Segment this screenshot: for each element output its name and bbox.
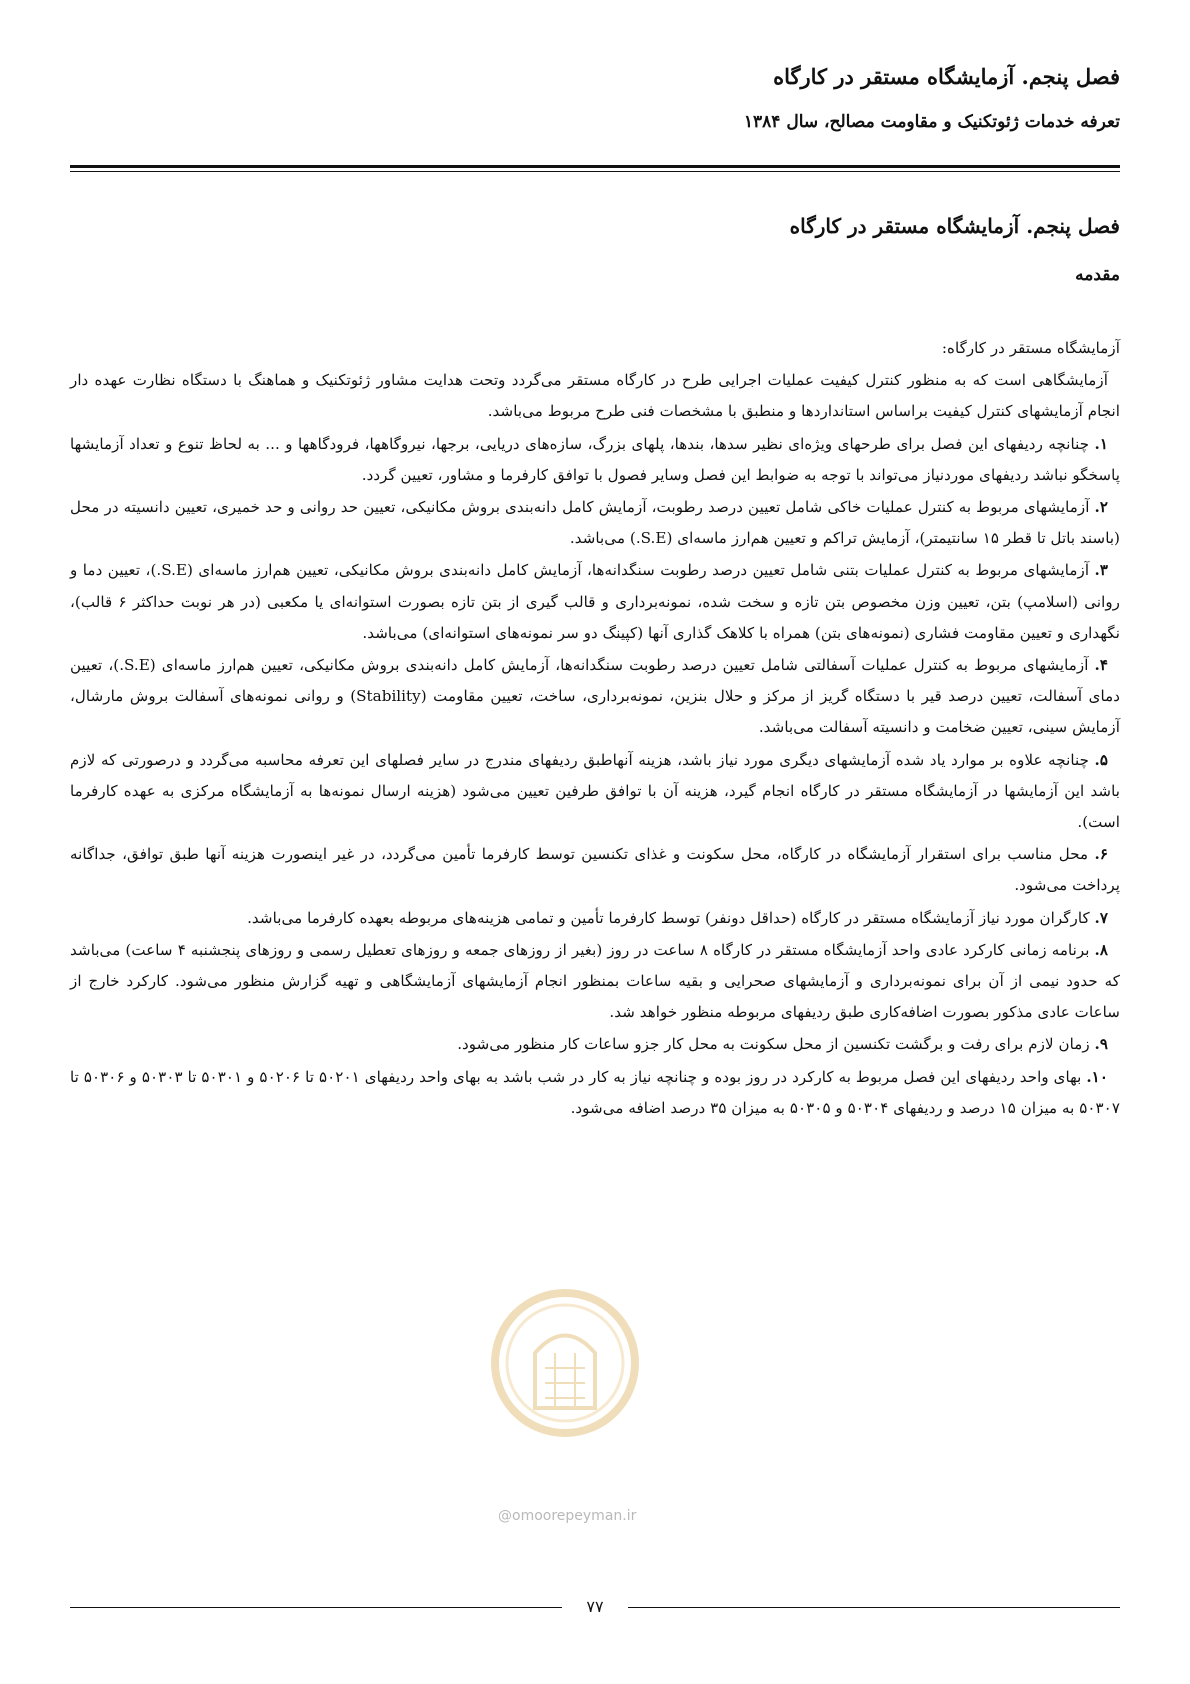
item-text: چنانچه علاوه بر موارد یاد شده آزمایشهای دیگری مورد نیاز باشد، هزینه آنهاطبق ردیفهای مندرج در سایر فصلهای این تعرفه محاسبه می‌گردد و درصورتی که لازم باشد این آزمایشها در آزمایشگاه مستقر در کارگاه انجام گیرد، هزینه آن با توافق طرفین تعیین می‌شود (هزینه ارسال نمونه‌ها به آزمایشگاه مرکزی به عهده کارفرما است). [70, 750, 1120, 832]
item-number: ۱. [1094, 434, 1109, 453]
running-header-title: فصل پنجم. آزمایشگاه مستقر در کارگاه [773, 64, 1120, 89]
document-page [70, 0, 1120, 1684]
lead-label: آزمایشگاه مستقر در کارگاه: [941, 339, 1120, 357]
running-header-subtitle: تعرفه خدمات ژئوتکنیک و مقاومت مصالح، سال ۱۳۸۴ [743, 112, 1120, 132]
item-text: آزمایشهای مربوط به کنترل عملیات خاکی شامل تعیین درصد رطوبت، آزمایش کامل دانه‌بندی بروش مکانیکی، تعیین حد روانی و حد خمیری، تعیین دانسیته در محل (باسند باتل تا قطر ۱۵ سانتیمتر)، آزمایش تراکم و تعیین هم‌ارز ماسه‌ای (S.E.) می‌باشد. [70, 498, 1120, 548]
item-number: ۳. [1094, 561, 1109, 580]
footer-rule-left [70, 1607, 562, 1608]
watermark-url: @omoorepeyman.ir [498, 1508, 637, 1524]
item-text: محل مناسب برای استقرار آزمایشگاه در کارگاه، محل سکونت و غذای تکنسین توسط کارفرما تأمین می‌گردد، در غیر اینصورت هزینه آنها طبق توافق، جداگانه پرداخت می‌شود. [70, 845, 1120, 895]
item-number: ۴. [1094, 656, 1108, 675]
item-number: ۶. [1094, 845, 1109, 864]
item-number: ۹. [1094, 1035, 1108, 1054]
list-item [70, 1062, 1120, 1124]
list-item [70, 935, 1120, 1029]
list-item [70, 429, 1120, 491]
item-number: ۷. [1094, 908, 1108, 927]
list-item [70, 1029, 1120, 1060]
list-item [70, 839, 1120, 901]
header-double-rule [70, 165, 1120, 172]
item-number: ۲. [1094, 498, 1108, 517]
item-number: ۵. [1094, 750, 1108, 769]
list-item [70, 555, 1120, 649]
item-text: آزمایشهای مربوط به کنترل عملیات آسفالتی شامل تعیین درصد رطوبت سنگدانه‌ها، آزمایش کامل دانه‌بندی بروش مکانیکی، تعیین هم‌ارز ماسه‌ای (S.E.)، تعیین دمای آسفالت، تعیین درصد قیر با دستگاه گریز از مرکز و حلال بنزین، نمونه‌برداری، ساخت، تعیین مقاومت (Stability) و روانی نمونه‌های آسفالت بروش مارشال، آزمایش سینی، تعیین ضخامت و دانسیته آسفالت می‌باشد. [70, 656, 1120, 737]
item-number: ۸. [1094, 940, 1108, 959]
intro-heading: مقدمه [1075, 265, 1120, 285]
item-text: بهای واحد ردیفهای این فصل مربوط به کارکرد در روز بوده و چنانچه نیاز به کار در شب باشد به بهای واحد ردیفهای ۵۰۲۰۱ تا ۵۰۲۰۶ و ۵۰۳۰۱ تا ۵۰۳۰۳ و ۵۰۳۰۶ تا ۵۰۳۰۷ به میزان ۱۵ درصد و ردیفهای ۵۰۳۰۴ و ۵۰۳۰۵ به میزان ۳۵ درصد اضافه می‌شود. [70, 1067, 1120, 1117]
item-text: زمان لازم برای رفت و برگشت تکنسین از محل سکونت به محل کار جزو ساعات کار منظور می‌شود. [457, 1035, 1090, 1054]
item-text: آزمایشهای مربوط به کنترل عملیات بتنی شامل تعیین درصد رطوبت سنگدانه‌ها، آزمایش کامل دانه‌بندی بروش مکانیکی، تعیین هم‌ارز ماسه‌ای (S.E.)، تعیین دما و روانی (اسلامپ) بتن، تعیین وزن مخصوص بتن تازه و سخت شده، نمونه‌برداری و قالب گیری از بتن تازه بصورت استوانه‌ای یا مکعبی (در هر نوبت حداکثر ۶ قالب)، نگهداری و تعیین مقاومت فشاری (نمونه‌های بتن) همراه با کلاهک گذاری آنها (کپینگ دو سر نمونه‌های استوانه‌ای) می‌باشد. [70, 561, 1120, 642]
list-item [70, 650, 1120, 744]
item-text: چنانچه ردیفهای این فصل برای طرحهای ویژه‌ای نظیر سدها، بندها، پلهای بزرگ، سازه‌های دریایی، برجها، نیروگاهها، فرودگاهها و ... به لحاظ تنوع و تعداد آزمایشها پاسخگو نباشد ردیفهای موردنیاز می‌تواند با توجه به ضوابط این فصل وسایر فصول با توافق کارفرما و مشاور، تعیین گردد. [70, 434, 1120, 484]
page-footer [70, 1597, 1120, 1617]
list-item [70, 903, 1120, 934]
item-text: کارگران مورد نیاز آزمایشگاه مستقر در کارگاه (حداقل دونفر) توسط کارفرما تأمین و تمامی هزینه‌های مربوطه بعهده کارفرما می‌باشد. [247, 908, 1090, 927]
page-number: ۷۷ [586, 1597, 604, 1616]
chapter-title: فصل پنجم. آزمایشگاه مستقر در کارگاه [789, 214, 1120, 238]
lead-paragraph: آزمایشگاهی است که به منظور کنترل کیفیت عملیات اجرایی طرح در کارگاه مستقر می‌گردد وتحت هدایت مشاور ژئوتکنیک و هماهنگ با دستگاه نظارت عهده دار انجام آزمایشهای کنترل کیفیت براساس استانداردها و منطبق با مشخصات فنی طرح مربوط می‌باشد. [70, 371, 1120, 421]
list-item [70, 492, 1120, 554]
list-item [70, 745, 1120, 839]
item-number: ۱۰. [1086, 1067, 1108, 1086]
item-text: برنامه زمانی کارکرد عادی واحد آزمایشگاه مستقر در کارگاه ۸ ساعت در روز (بغیر از روزهای جمعه و روزهای تعطیل رسمی و روزهای پنجشنبه ۴ ساعت) می‌باشد که حدود نیمی از آن برای نمونه‌برداری و آزمایشهای صحرایی و بقیه ساعات بمنظور انجام آزمایشهای آزمایشگاهی و تهیه گزارش منظور می‌شود. کارکرد خارج از ساعات عادی مذکور بصورت اضافه‌کاری طبق ردیفهای مربوطه منظور خواهد شد. [70, 940, 1120, 1022]
body-text [70, 333, 1120, 1125]
